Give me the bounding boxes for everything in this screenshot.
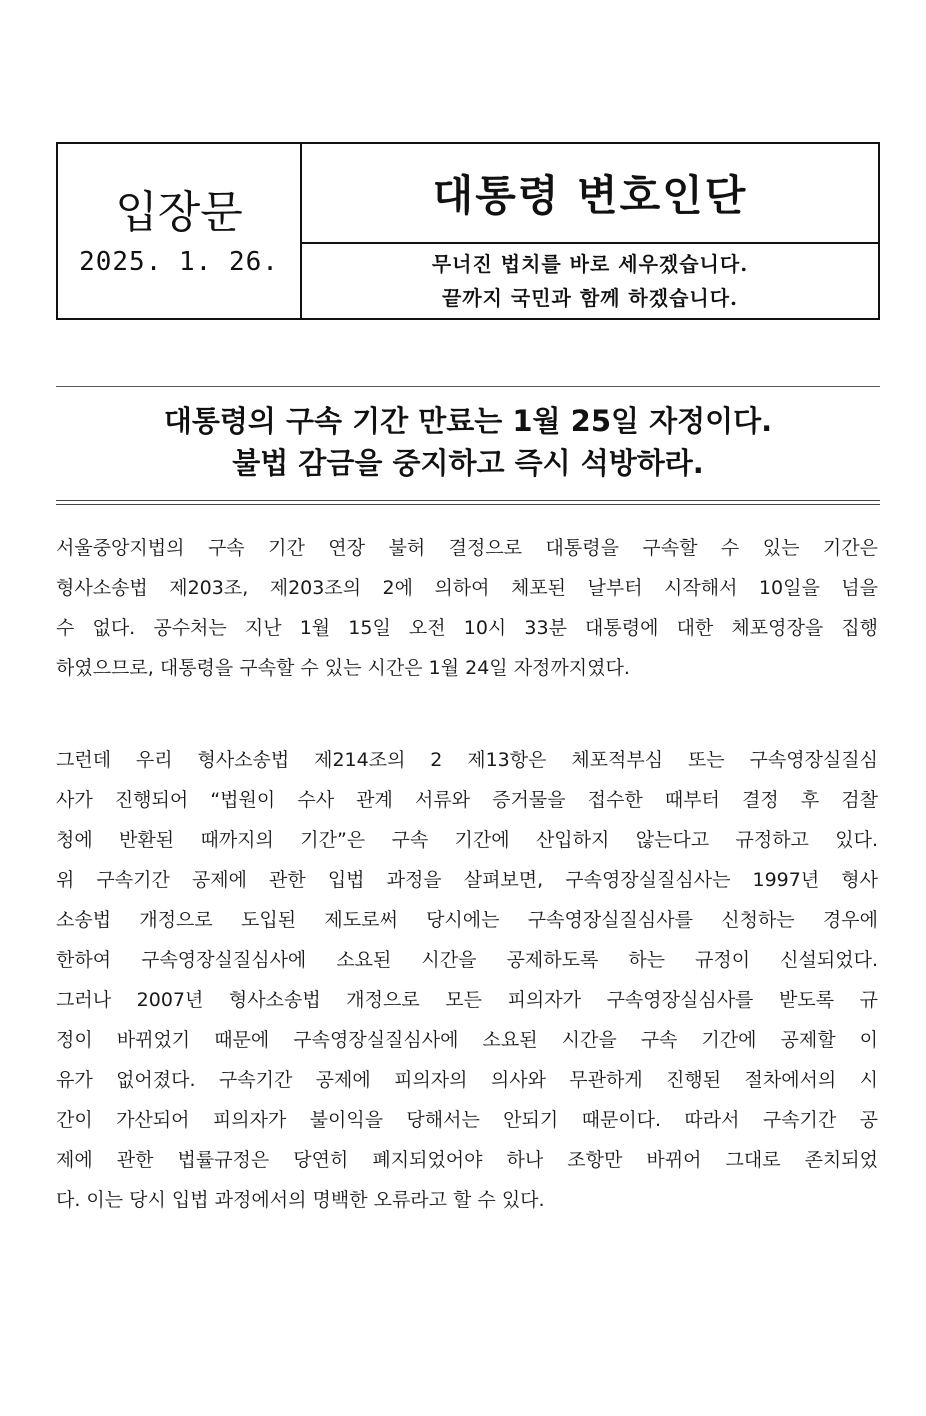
paragraph-line: 정이 바뀌었기 때문에 구속영장실질심사에 소요된 시간을 구속 기간에 공제할 이 xyxy=(56,1029,878,1051)
header-box xyxy=(56,142,880,320)
org-name-row xyxy=(302,144,878,244)
header-left-cell xyxy=(58,144,302,318)
body-text xyxy=(56,528,878,1220)
paragraph-line: 수 없다. 공수처는 지난 1월 15일 오전 10시 33분 대통령에 대한 체포영장을 집행 xyxy=(56,617,878,639)
headline xyxy=(56,400,880,484)
paragraph-line: 다. 이는 당시 입법 과정에서의 명백한 오류라고 할 수 있다. xyxy=(56,1189,545,1211)
slogan-line-2: 끝까지 국민과 함께 하겠습니다. xyxy=(441,286,738,310)
paragraph-line: 그런데 우리 형사소송법 제214조의 2 제13항은 체포적부심 또는 구속영장실질심 xyxy=(56,749,878,771)
headline-line-2: 불법 감금을 중지하고 즉시 석방하라. xyxy=(232,446,704,480)
document-date: 2025. 1. 26. xyxy=(79,247,279,277)
document-type: 입장문 xyxy=(115,187,243,238)
headline-top-rule xyxy=(56,386,880,387)
paragraph-2 xyxy=(56,740,878,1220)
paragraph-line: 제에 관한 법률규정은 당연히 폐지되었어야 하나 조항만 바뀌어 그대로 존치되었 xyxy=(56,1149,878,1171)
headline-line-1: 대통령의 구속 기간 만료는 1월 25일 자정이다. xyxy=(163,404,773,438)
slogan-row xyxy=(302,244,878,318)
paragraph-line: 소송법 개정으로 도입된 제도로써 당시에는 구속영장실질심사를 신청하는 경우에 xyxy=(56,909,878,931)
headline-bottom-rule xyxy=(56,500,880,505)
header-right-cell xyxy=(302,144,878,318)
paragraph-line: 그러나 2007년 형사소송법 개정으로 모든 피의자가 구속영장실심사를 받도록 규 xyxy=(56,989,878,1011)
organization-name: 대통령 변호인단 xyxy=(432,171,748,220)
paragraph-1 xyxy=(56,528,878,688)
paragraph-line: 위 구속기간 공제에 관한 입법 과정을 살펴보면, 구속영장실질심사는 1997년 형사 xyxy=(56,869,878,891)
paragraph-line: 한하여 구속영장실질심사에 소요된 시간을 공제하도록 하는 규정이 신설되었다. xyxy=(56,949,878,971)
paragraph-line: 간이 가산되어 피의자가 불이익을 당해서는 안되기 때문이다. 따라서 구속기간 공 xyxy=(56,1109,878,1131)
paragraph-line: 하였으므로, 대통령을 구속할 수 있는 시간은 1월 24일 자정까지였다. xyxy=(56,657,630,679)
paragraph-line: 형사소송법 제203조, 제203조의 2에 의하여 체포된 날부터 시작해서 10일을 넘을 xyxy=(56,577,878,599)
paragraph-line: 사가 진행되어 “법원이 수사 관계 서류와 증거물을 접수한 때부터 결정 후 검찰 xyxy=(56,789,878,811)
paragraph-line: 유가 없어졌다. 구속기간 공제에 피의자의 의사와 무관하게 진행된 절차에서의 시 xyxy=(56,1069,878,1091)
slogan-line-1: 무너진 법치를 바로 세우겠습니다. xyxy=(431,252,749,276)
paragraph-line: 서울중앙지법의 구속 기간 연장 불허 결정으로 대통령을 구속할 수 있는 기간은 xyxy=(56,537,878,559)
paragraph-line: 청에 반환된 때까지의 기간”은 구속 기간에 산입하지 않는다고 규정하고 있다. xyxy=(56,829,878,851)
